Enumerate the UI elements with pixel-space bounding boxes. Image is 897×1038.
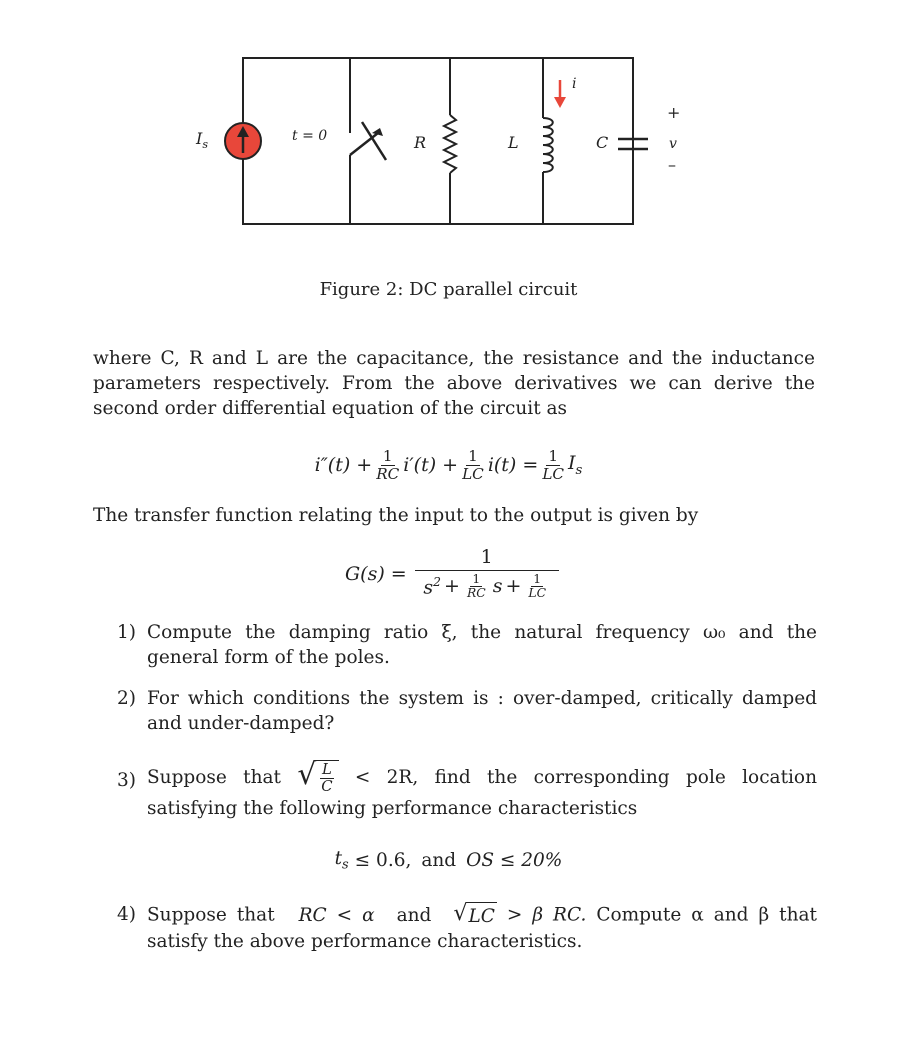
question-1-number: 1) [117,622,136,643]
source-label: $I_s$ [196,129,208,151]
inductor-label: L [508,133,519,152]
transfer-function [345,542,561,606]
question-3-text: Suppose that √ $\frac{L}{C}$ < 2R, find the corresponding pole location satisfying the following performance characteristics [147,757,817,819]
paragraph-transfer: The transfer function relating the input to the output is given by [93,505,699,526]
eq1-term3: i(t) = [487,454,539,476]
question-2 [117,686,817,736]
eq1-frac2 [460,448,486,482]
question-4-text: Suppose that RC < α and √ LC > β RC. Compute α and β that satisfy the above performance characteristics. [147,900,817,952]
question-3-number: 3) [117,770,136,791]
spec-and: and [421,849,457,871]
eq2-main-frac [415,547,559,601]
eq1-term2: i′(t) + [403,454,459,476]
question-3-sqrt: √ $\frac{L}{C}$ [297,760,338,796]
eq1-frac3-num: 1 [548,446,558,465]
current-arrow-icon [554,80,566,108]
eq2-lhs: G(s) = [345,563,407,585]
question-3 [117,757,817,826]
capacitor-label: C [596,133,609,152]
eq1-term1: i″(t) + [314,454,373,476]
question-2-text: For which conditions the system is : over-damped, critically damped and under-damped? [147,688,817,734]
eq1-rhs: $I_s$ [568,452,583,478]
eq1-frac1 [374,448,401,482]
eq1-frac2-num: 1 [468,446,478,465]
eq1-frac1-num: 1 [382,446,393,465]
question-4 [117,902,817,958]
resistor-label: R [414,133,427,152]
eq1-frac3 [540,448,566,482]
settling-time-bound: ≤ 0.6, [354,849,412,871]
switch-icon [350,122,386,160]
switch-label: t = 0 [292,128,328,144]
performance-spec [0,846,897,874]
question-2-number: 2) [117,688,136,709]
circuit-diagram [0,0,897,310]
question-1 [117,620,817,670]
settling-time: $t_s$ [334,847,349,873]
differential-equation [0,440,897,490]
paragraph-intro: where C, R and L are the capacitance, the resistance and the inductance parameters respectively. From the above derivatives we can derive the second order differential equation of the circuit as [93,348,815,419]
voltage-label: v [669,136,677,152]
eq1-frac2-den: LC [462,464,484,483]
question-1-text: Compute the damping ratio ξ, the natural frequency ω₀ and the general form of the poles. [147,622,817,668]
current-label: i [572,76,577,92]
inductor-icon [543,118,553,172]
resistor-icon [444,115,456,173]
eq2-num: 1 [415,547,559,571]
voltage-plus-label: + [667,103,681,122]
current-source-icon [225,123,261,159]
voltage-minus-label: – [668,155,676,174]
eq1-frac3-den: LC [542,464,565,483]
eq2-den: $s^2$ + $\frac{1}{RC}$ s + $\frac{1}{LC}$ [423,571,547,601]
eq1-frac1-den: RC [376,464,400,483]
overshoot-bound: OS ≤ 20% [466,849,563,871]
question-4-number: 4) [117,904,136,925]
figure-caption: Figure 2: DC parallel circuit [319,279,578,300]
